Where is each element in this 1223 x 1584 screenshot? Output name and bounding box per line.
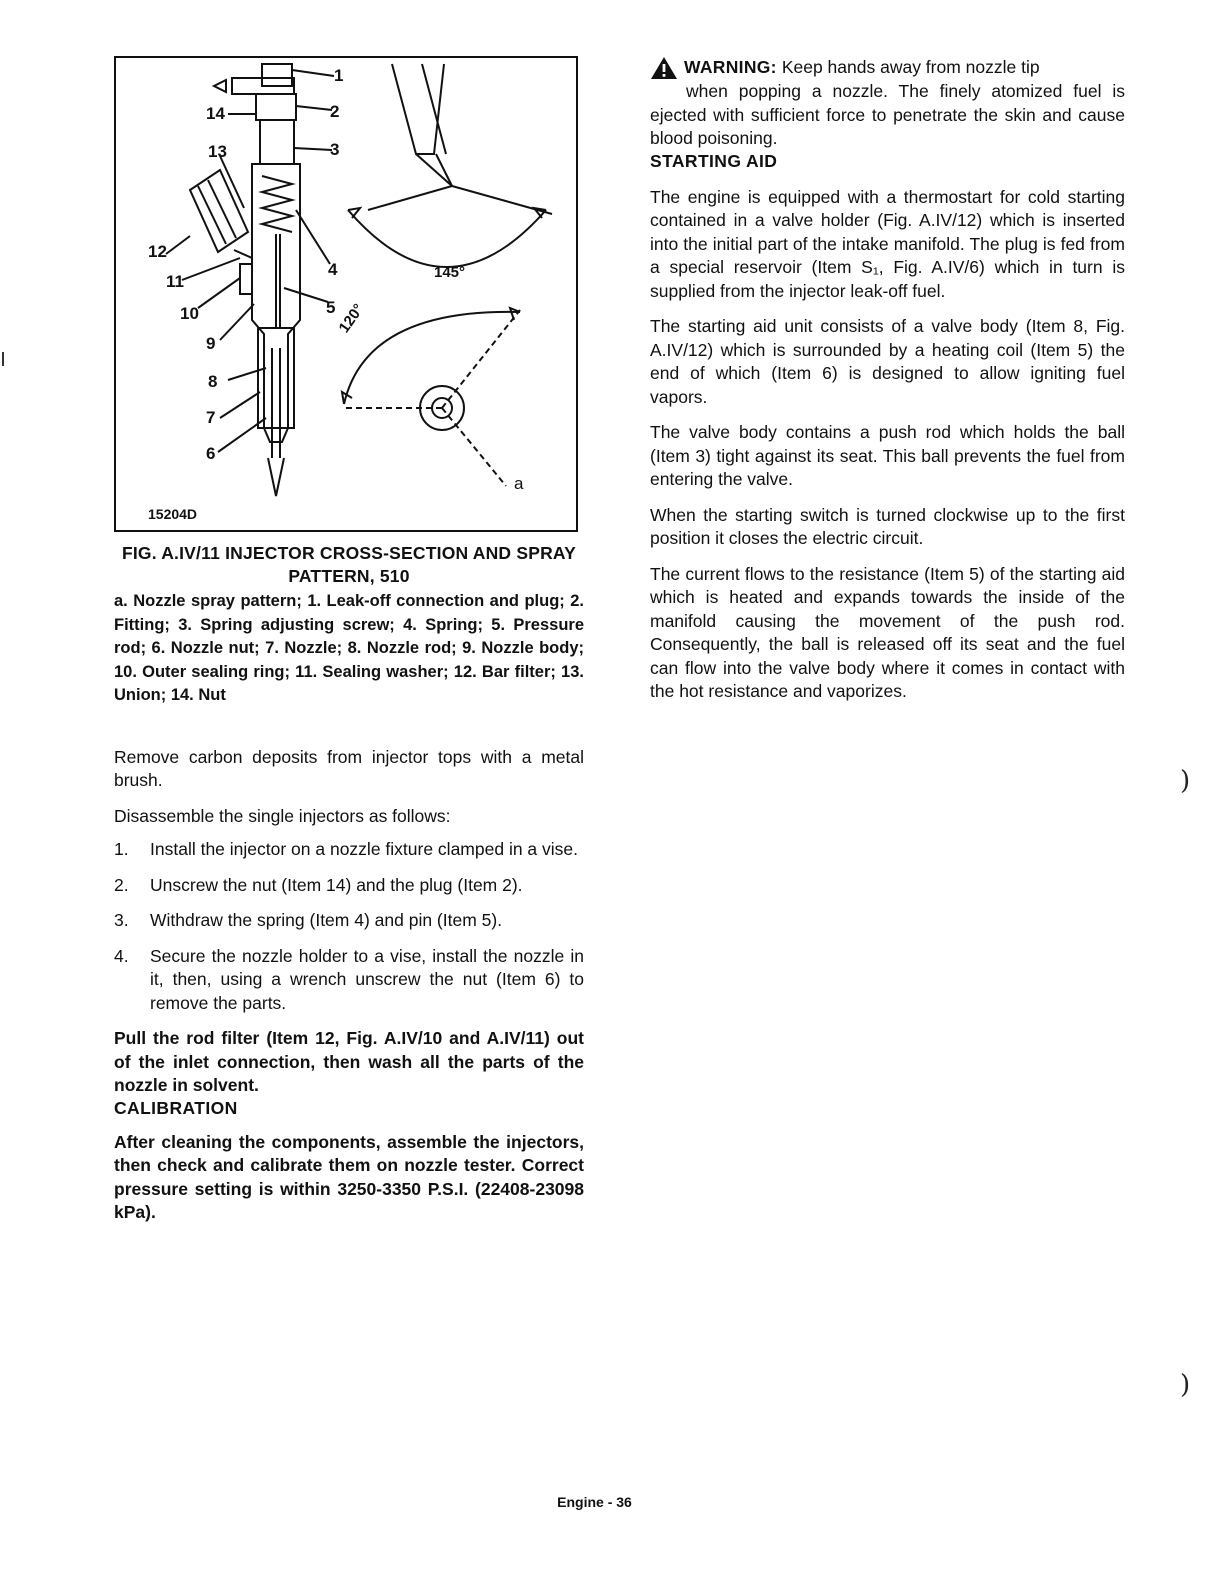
step-number: 2. <box>114 874 129 895</box>
page-number-label: Engine - 36 <box>557 1494 632 1510</box>
callout-10: 10 <box>180 304 199 323</box>
margin-mark: ) <box>1180 766 1191 796</box>
right-column <box>650 56 1125 704</box>
pull-rod-filter-paragraph: Pull the rod filter (Item 12, Fig. A.IV/10 and A.IV/11) out of the inlet connection, then wash all the parts of the nozzle in solvent. <box>114 1028 584 1095</box>
calibration-heading: CALIBRATION <box>114 1097 238 1118</box>
callout-4: 4 <box>328 260 338 279</box>
step-text: Unscrew the nut (Item 14) and the plug (Item 2). <box>150 874 523 895</box>
step-text: Withdraw the spring (Item 4) and pin (Item 5). <box>150 910 503 930</box>
starting-aid-paragraph: The starting aid unit consists of a valve body (Item 8, Fig. A.IV/12) which is surrounded by a heating coil (Item 5) the end of which (Item 6) is designed to allow igniting fuel vapors. <box>650 316 1125 407</box>
injector-figure <box>114 56 578 532</box>
callout-8: 8 <box>208 372 218 391</box>
callout-9: 9 <box>206 334 216 353</box>
step-item <box>114 909 584 933</box>
warning-text <box>650 80 1125 151</box>
step-number: 3. <box>114 910 129 930</box>
starting-aid-paragraph: The valve body contains a push rod which holds the ball (Item 3) tight against its seat. This ball prevents the fuel from entering the valve. <box>650 422 1125 489</box>
margin-mark: ) <box>1180 1370 1191 1400</box>
disassemble-intro: Disassemble the single injectors as follows: <box>114 805 451 826</box>
angle-145-label: 145° <box>434 264 466 281</box>
warning-label: WARNING: <box>684 57 777 77</box>
callout-7: 7 <box>206 408 216 427</box>
step-item <box>114 838 584 862</box>
step-text: Secure the nozzle holder to a vise, install the nozzle in it, then, using a wrench unscrew the nut (Item 6) to remove the parts. <box>150 945 584 1013</box>
step-item <box>114 945 584 1016</box>
disassembly-steps <box>114 838 584 1015</box>
injector-cross-section-drawing <box>116 58 576 530</box>
figure-title: FIG. A.IV/11 INJECTOR CROSS-SECTION AND SPRAY PATTERN, 510 <box>121 543 577 586</box>
warning-rest-text: when popping a nozzle. The finely atomized fuel is ejected with sufficient force to penetrate the skin and cause blood poisoning. <box>650 81 1125 148</box>
warning-block <box>650 56 1125 151</box>
spray-pattern-label-a: a <box>514 474 524 493</box>
step-text: Install the injector on a nozzle fixture clamped in a vise. <box>150 839 578 859</box>
starting-aid-heading: STARTING AID <box>650 150 778 171</box>
callout-12: 12 <box>148 242 167 261</box>
starting-aid-paragraph: When the starting switch is turned clockwise up to the first position it closes the electric circuit. <box>650 504 1125 548</box>
callout-13: 13 <box>208 142 227 161</box>
left-column <box>114 56 584 1225</box>
callout-14: 14 <box>206 104 225 123</box>
warning-triangle-icon <box>650 56 678 80</box>
callout-5: 5 <box>326 298 336 317</box>
step-item <box>114 874 584 898</box>
callout-3: 3 <box>330 140 340 159</box>
scan-artifact-tick <box>2 352 4 366</box>
figure-id-label: 15204D <box>148 506 198 522</box>
warning-first-line: Keep hands away from nozzle tip <box>781 57 1040 77</box>
step-number: 4. <box>114 945 129 966</box>
page-footer <box>0 1494 1223 1510</box>
callout-2: 2 <box>330 102 340 121</box>
angle-120-label: 120° <box>335 300 368 337</box>
callout-6: 6 <box>206 444 216 463</box>
callout-1: 1 <box>334 66 344 85</box>
calibration-paragraph: After cleaning the components, assemble the injectors, then check and calibrate them on nozzle tester. Correct pressure setting is within 3250-3350 P.S.I. (22408-23098 kPa). <box>114 1131 584 1222</box>
starting-aid-paragraph: The engine is equipped with a thermostart for cold starting contained in a valve holder (Fig. A.IV/12) which is inserted into the initial part of the intake manifold. The plug is fed from a special reservoir (Item S₁, Fig. A.IV/6) which in turn is supplied from the injector leak-off fuel. <box>650 186 1125 301</box>
remove-carbon-paragraph: Remove carbon deposits from injector tops with a metal brush. <box>114 746 584 790</box>
step-number: 1. <box>114 839 129 859</box>
starting-aid-paragraph: The current flows to the resistance (Item 5) of the starting aid which is heated and expands towards the inside of the manifold causing the movement of the push rod. Consequently, the ball is released off its seat and the fuel can flow into the valve body where it comes in contact with the hot resistance and vaporizes. <box>650 563 1125 701</box>
callout-11: 11 <box>166 272 184 291</box>
figure-legend: a. Nozzle spray pattern; 1. Leak-off connection and plug; 2. Fitting; 3. Spring adjusting screw; 4. Spring; 5. Pressure rod; 6. Nozzle nut; 7. Nozzle; 8. Nozzle rod; 9. Nozzle body; 10. Outer sealing ring; 11. Sealing washer; 12. Bar filter; 13. Union; 14. Nut <box>114 592 584 704</box>
